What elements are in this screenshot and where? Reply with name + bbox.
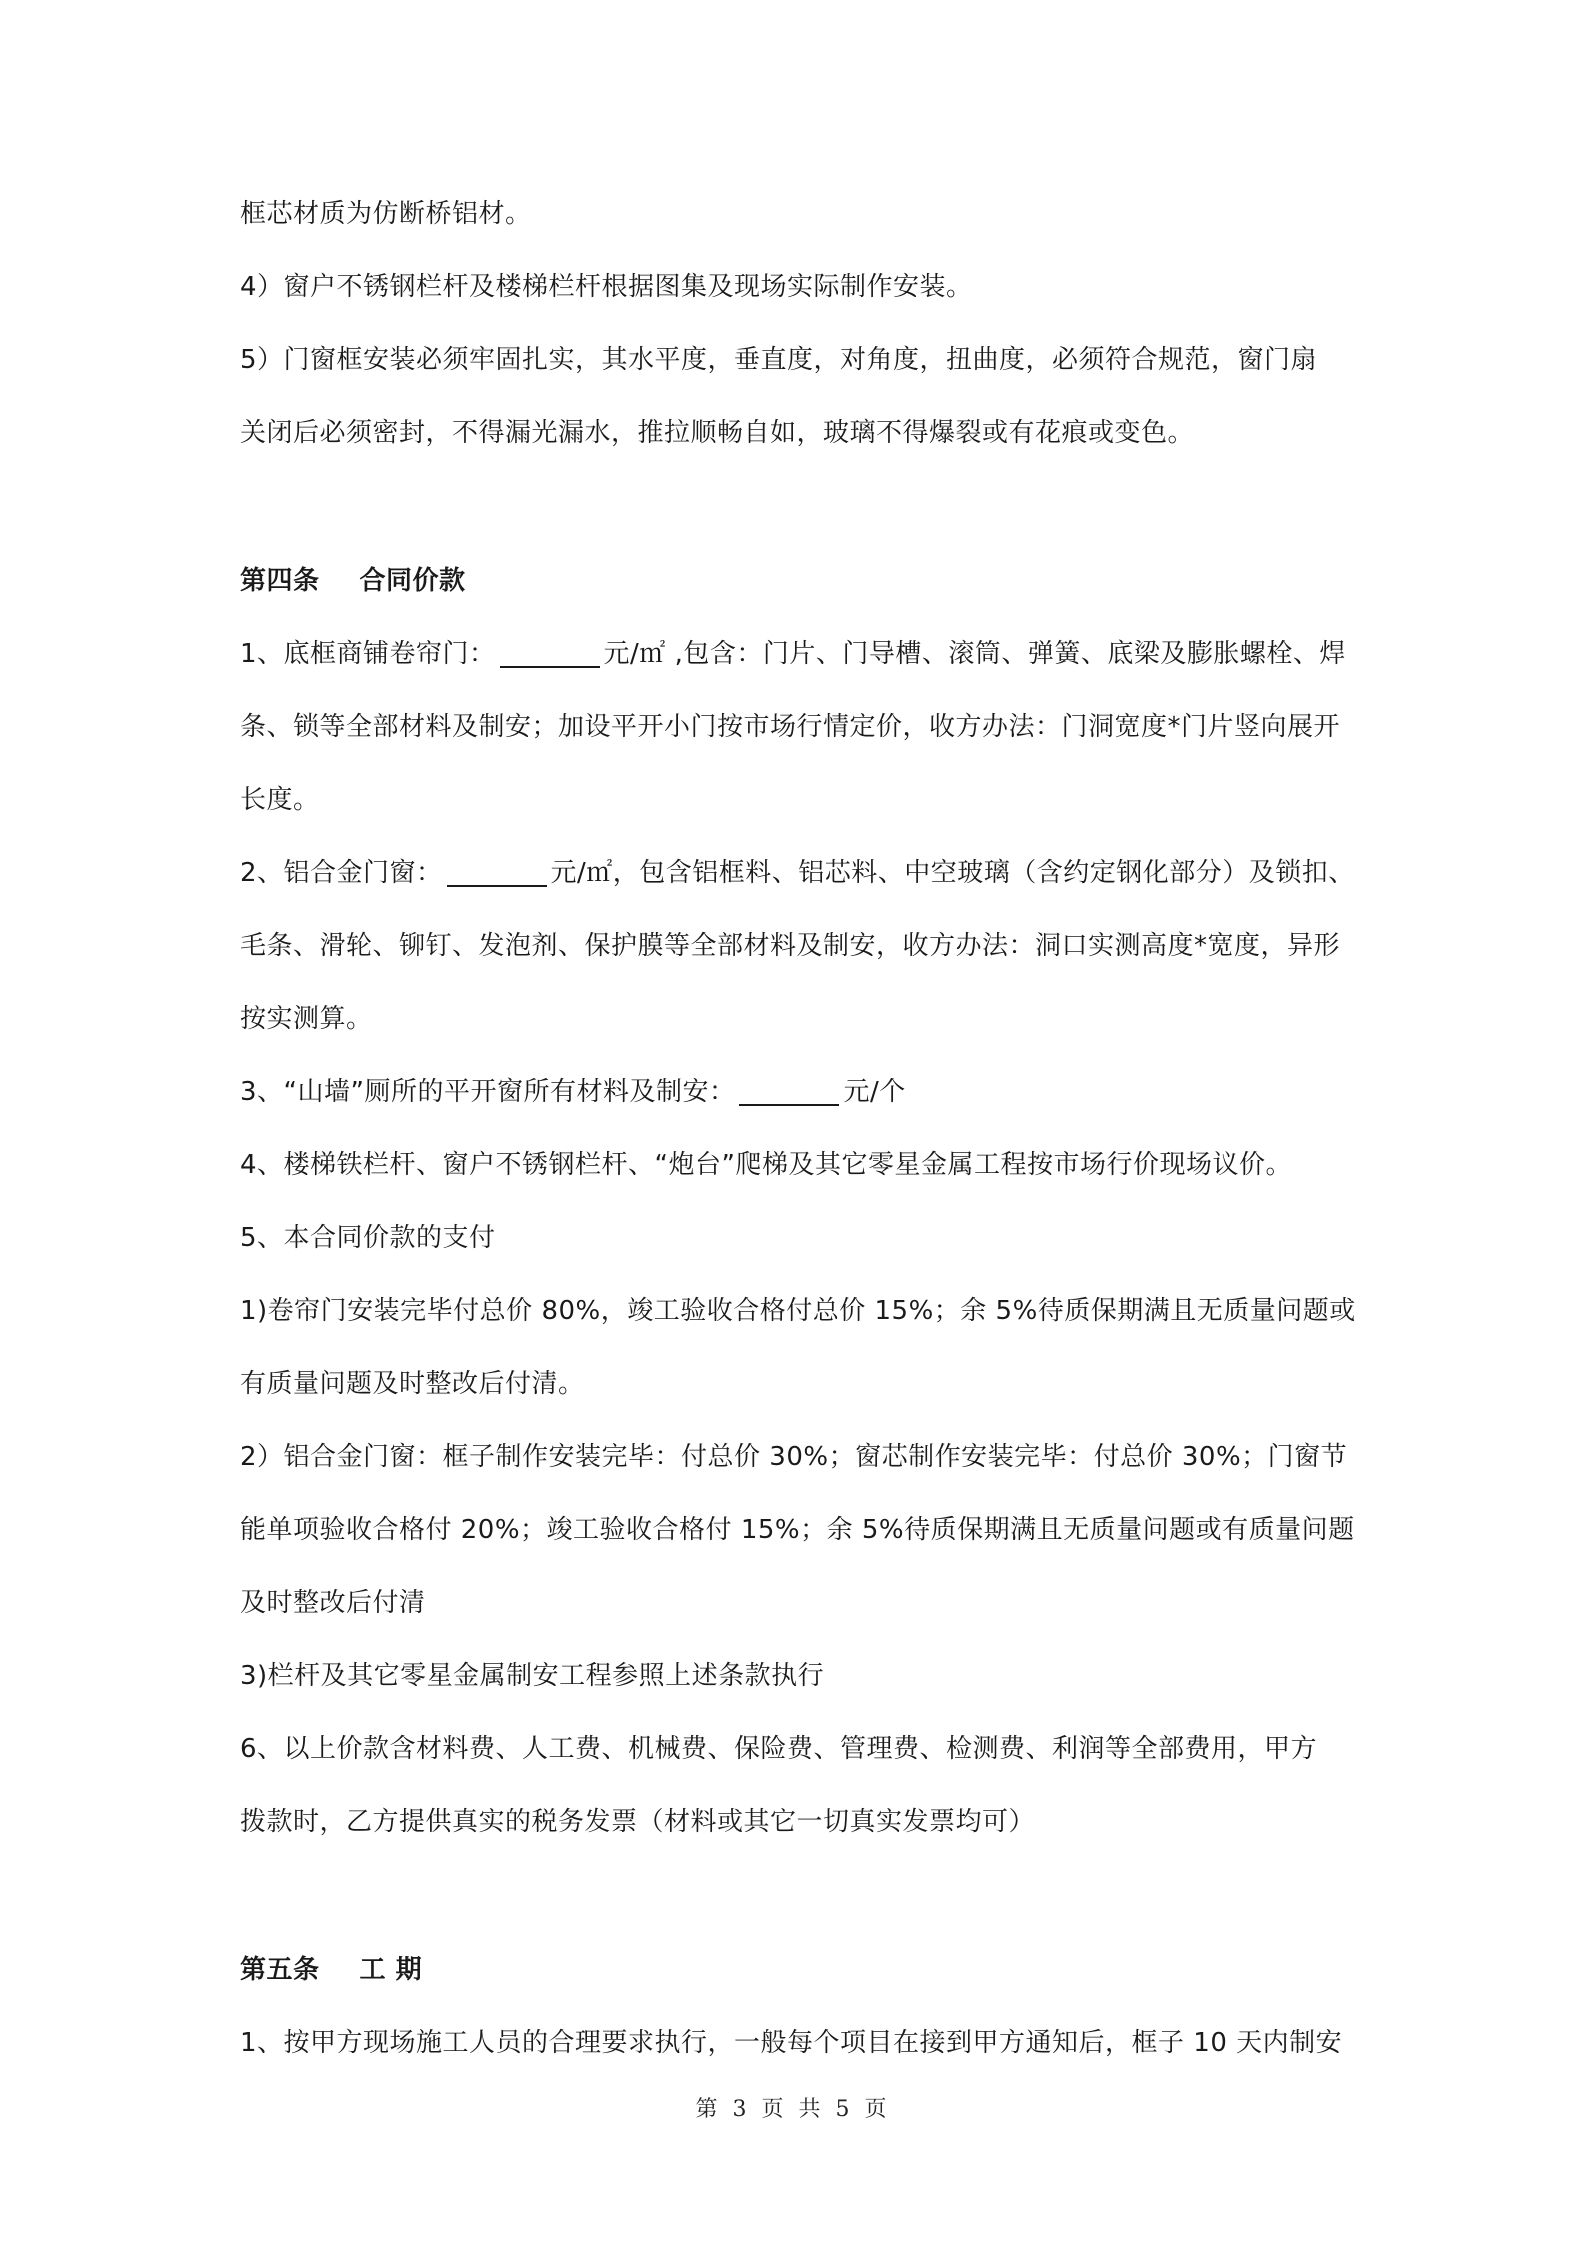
price-blank bbox=[447, 851, 547, 887]
clause-text: 1、底框商铺卷帘门： bbox=[240, 639, 496, 669]
paragraph-line: 毛条、滑轮、铆钉、发泡剂、保护膜等全部材料及制安，收方办法：洞口实测高度*宽度，异形 bbox=[240, 931, 1341, 961]
section-spacer bbox=[240, 470, 1360, 545]
paragraph-line: 6、以上价款含材料费、人工费、机械费、保险费、管理费、检测费、利润等全部费用，甲方 bbox=[240, 1734, 1318, 1764]
paragraph-line: 条、锁等全部材料及制安；加设平开小门按市场行情定价，收方办法：门洞宽度*门片竖向展开 bbox=[240, 712, 1341, 742]
paragraph-line: 框芯材质为仿断桥铝材。 bbox=[240, 199, 532, 229]
paragraph-line: 5）门窗框安装必须牢固扎实，其水平度，垂直度，对角度，扭曲度，必须符合规范，窗门扇 bbox=[240, 345, 1318, 375]
paragraph-line: 关闭后必须密封，不得漏光漏水，推拉顺畅自如，玻璃不得爆裂或有花痕或变色。 bbox=[240, 418, 1195, 448]
clause-3-line bbox=[240, 1056, 1360, 1129]
paragraph-line: 3)栏杆及其它零星金属制安工程参照上述条款执行 bbox=[240, 1661, 825, 1691]
section-heading-4 bbox=[240, 545, 1360, 618]
paragraph-line: 拨款时，乙方提供真实的税务发票（材料或其它一切真实发票均可） bbox=[240, 1807, 1036, 1837]
document-body bbox=[240, 178, 1360, 2080]
price-blank bbox=[739, 1070, 839, 1106]
page-number-footer: 第 3 页 共 5 页 bbox=[695, 2097, 891, 2122]
paragraph-line: 1、按甲方现场施工人员的合理要求执行，一般每个项目在接到甲方通知后，框子 10 天内制安 bbox=[240, 2028, 1343, 2058]
section-spacer bbox=[240, 1859, 1360, 1934]
paragraph-line: 4、楼梯铁栏杆、窗户不锈钢栏杆、“炮台”爬梯及其它零星金属工程按市场行价现场议价。 bbox=[240, 1150, 1292, 1180]
paragraph-line: 5、本合同价款的支付 bbox=[240, 1223, 496, 1253]
paragraph-line: 2）铝合金门窗：框子制作安装完毕：付总价 30%；窗芯制作安装完毕：付总价 30%；门窗节 bbox=[240, 1442, 1348, 1472]
paragraph-line: 及时整改后付清 bbox=[240, 1588, 426, 1618]
clause-text: 2、铝合金门窗： bbox=[240, 858, 443, 888]
paragraph-line: 能单项验收合格付 20%；竣工验收合格付 15%；余 5%待质保期满且无质量问题或有质量问题 bbox=[240, 1515, 1355, 1545]
clause-text: 元/㎡ ,包含：门片、门导槽、滚筒、弹簧、底梁及膨胀螺栓、焊 bbox=[603, 639, 1346, 669]
section-number: 第五条 bbox=[240, 1955, 320, 1985]
price-blank bbox=[500, 632, 600, 668]
paragraph-line: 1)卷帘门安装完毕付总价 80%，竣工验收合格付总价 15%；余 5%待质保期满且无质量问题或 bbox=[240, 1296, 1356, 1326]
clause-text: 3、“山墙”厕所的平开窗所有材料及制安： bbox=[240, 1077, 736, 1107]
clause-1-line bbox=[240, 618, 1360, 691]
section-title: 工 期 bbox=[359, 1955, 423, 1985]
section-title: 合同价款 bbox=[359, 566, 466, 596]
clause-text: 元/个 bbox=[843, 1077, 906, 1107]
section-heading-5 bbox=[240, 1934, 1360, 2007]
clause-text: 元/㎡，包含铝框料、铝芯料、中空玻璃（含约定钢化部分）及锁扣、 bbox=[550, 858, 1355, 888]
paragraph-line: 有质量问题及时整改后付清。 bbox=[240, 1369, 585, 1399]
paragraph-line: 按实测算。 bbox=[240, 1004, 373, 1034]
section-number: 第四条 bbox=[240, 566, 320, 596]
paragraph-line: 长度。 bbox=[240, 785, 320, 815]
paragraph-line: 4）窗户不锈钢栏杆及楼梯栏杆根据图集及现场实际制作安装。 bbox=[240, 272, 973, 302]
clause-2-line bbox=[240, 837, 1360, 910]
